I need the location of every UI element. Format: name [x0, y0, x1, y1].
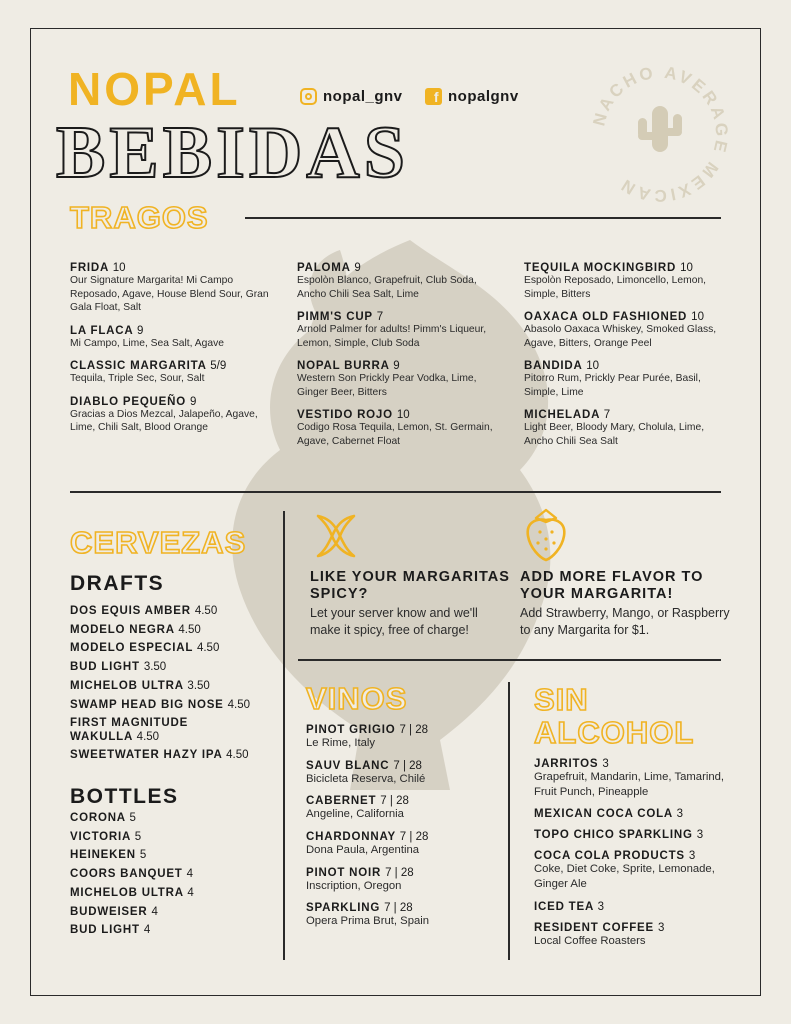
flavor-promo-title: ADD MORE FLAVOR TO YOUR MARGARITA!	[520, 569, 704, 602]
list-item: DIABLO PEQUEÑO 9 Gracias a Dios Mezcal, Jalapeño, Agave, Lime, Chili Salt, Blood Orange	[70, 395, 258, 434]
list-item: PALOMA 9 Espolòn Blanco, Grapefruit, Club Soda, Ancho Chili Sea Salt, Lime	[297, 262, 477, 300]
tragos-column-2	[297, 262, 497, 459]
sin-alcohol-title: SIN ALCOHOL	[534, 682, 695, 751]
list-item: NOPAL BURRA 9 Western Son Prickly Pear Vodka, Lime, Ginger Beer, Bitters	[297, 360, 477, 398]
list-item: VESTIDO ROJO 10 Codigo Rosa Tequila, Lemon, St. Germain, Agave, Cabernet Float	[297, 409, 493, 448]
list-item: CABERNET 7 | 28 Angeline, California	[306, 795, 409, 821]
list-item: PINOT GRIGIO 7 | 28 Le Rime, Italy	[306, 724, 429, 749]
bottles-heading: BOTTLES	[70, 785, 179, 808]
instagram-icon	[300, 88, 317, 105]
divider	[283, 511, 285, 960]
facebook-label: nopalgnv	[448, 88, 519, 105]
cervezas-title: CERVEZAS	[70, 525, 247, 560]
list-item: DOS EQUIS AMBER 4.50	[70, 605, 218, 617]
list-item: MEXICAN COCA COLA 3	[534, 808, 684, 821]
instagram-handle[interactable]	[300, 88, 403, 105]
divider	[70, 491, 721, 493]
instagram-label: nopal_gnv	[323, 88, 403, 105]
list-item: SAUV BLANC 7 | 28 Bicicleta Reserva, Chilé	[306, 759, 426, 785]
list-item: ICED TEA 3	[534, 900, 605, 913]
list-item: CLASSIC MARGARITA 5/9 Tequila, Triple Sec, Sour, Salt	[70, 360, 227, 385]
stamp-logo	[588, 62, 732, 206]
bottles-list	[70, 812, 275, 943]
list-item: RESIDENT COFFEE 3 Local Coffee Roasters	[534, 921, 665, 947]
tragos-column-3	[524, 262, 729, 459]
list-item: BANDIDA 10 Pitorro Rum, Prickly Pear Purée, Basil, Simple, Lime	[524, 360, 701, 398]
flavor-promo-text: Add Strawberry, Mango, or Raspberry to any Margarita for $1.	[520, 606, 730, 638]
list-item: HEINEKEN 5	[70, 849, 147, 862]
facebook-handle[interactable]	[425, 88, 519, 105]
list-item: FRIDA 10 Our Signature Margarita! Mi Campo Reposado, Agave, House Blend Sour, Gran Gala Float, Salt	[70, 262, 269, 314]
chili-pepper-icon	[310, 510, 362, 562]
list-item: MODELO ESPECIAL 4.50	[70, 642, 220, 655]
tragos-title: TRAGOS	[70, 200, 209, 235]
list-item: FIRST MAGNITUDE WAKULLA 4.50	[70, 717, 189, 743]
strawberry-icon	[522, 506, 570, 562]
list-item: MICHELADA 7 Light Beer, Bloody Mary, Cholula, Lime, Ancho Chili Sea Salt	[524, 409, 705, 448]
page-title: BEBIDAS	[56, 112, 409, 194]
vinos-title: VINOS	[306, 681, 408, 716]
drafts-heading: DRAFTS	[70, 572, 165, 595]
spicy-promo-text: Let your server know and we'll make it spicy, free of charge!	[310, 606, 478, 638]
list-item: BUDWEISER 4	[70, 905, 158, 918]
list-item: PINOT NOIR 7 | 28 Inscription, Oregon	[306, 866, 414, 892]
tragos-column-1	[70, 262, 278, 445]
divider	[245, 217, 721, 219]
list-item: COORS BANQUET 4	[70, 868, 194, 881]
drafts-list	[70, 605, 275, 768]
list-item: MICHELOB ULTRA 4	[70, 886, 194, 899]
list-item: COCA COLA PRODUCTS 3 Coke, Diet Coke, Sprite, Lemonade, Ginger Ale	[534, 850, 715, 891]
divider	[508, 682, 510, 960]
sin-alcohol-list	[534, 758, 734, 957]
list-item: TEQUILA MOCKINGBIRD 10 Espolòn Reposado, Limoncello, Lemon, Simple, Bitters	[524, 262, 707, 300]
list-item: LA FLACA 9 Mi Campo, Lime, Sea Salt, Agave	[70, 324, 224, 349]
list-item: MICHELOB ULTRA 3.50	[70, 679, 210, 692]
cactus-icon	[638, 106, 682, 152]
list-item: SWAMP HEAD BIG NOSE 4.50	[70, 698, 251, 711]
list-item: SPARKLING 7 | 28 Opera Prima Brut, Spain	[306, 902, 430, 928]
list-item: TOPO CHICO SPARKLING 3	[534, 829, 704, 842]
list-item: BUD LIGHT 3.50	[70, 661, 167, 674]
list-item: SWEETWATER HAZY IPA 4.50	[70, 749, 249, 762]
list-item: MODELO NEGRA 4.50	[70, 623, 201, 636]
vinos-list	[306, 724, 501, 938]
facebook-icon: f	[425, 88, 442, 105]
spicy-promo-title: LIKE YOUR MARGARITAS SPICY?	[310, 569, 510, 602]
list-item: PIMM'S CUP 7 Arnold Palmer for adults! Pimm's Liqueur, Lemon, Simple, Club Soda	[297, 311, 487, 349]
list-item: CORONA 5	[70, 812, 136, 824]
divider	[298, 659, 721, 661]
flavor-promo	[520, 569, 735, 639]
spicy-promo	[310, 569, 510, 639]
list-item: VICTORIA 5	[70, 830, 142, 843]
list-item: BUD LIGHT 4	[70, 924, 151, 937]
list-item: JARRITOS 3 Grapefruit, Mandarin, Lime, Tamarind, Fruit Punch, Pineapple	[534, 758, 725, 798]
brand-name: NOPAL	[68, 63, 241, 115]
list-item: OAXACA OLD FASHIONED 10 Abasolo Oaxaca Whiskey, Smoked Glass, Agave, Bitters, Orange Peel	[524, 311, 717, 349]
list-item: CHARDONNAY 7 | 28 Dona Paula, Argentina	[306, 831, 429, 857]
stamp-text: NACHO AVERAGE MEXICAN	[589, 62, 732, 206]
